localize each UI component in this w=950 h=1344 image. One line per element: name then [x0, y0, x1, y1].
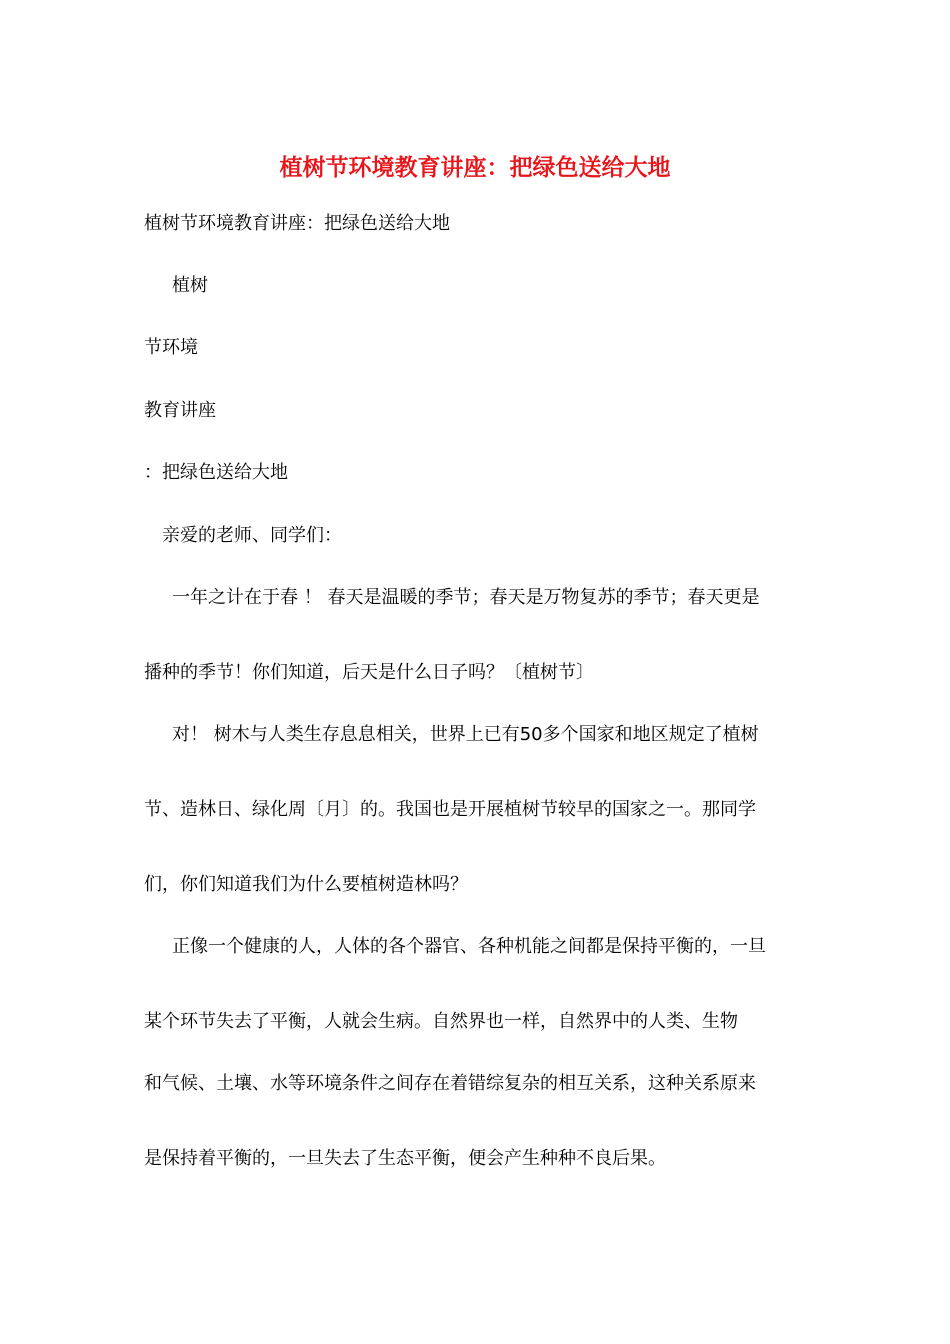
- paragraph-line: 节、造林日、绿化周〔月〕的。我国也是开展植树节较早的国家之一。那同学: [144, 799, 756, 820]
- paragraph-line: 播种的季节！你们知道，后天是什么日子吗？〔植树节〕: [144, 662, 594, 683]
- text-line: 节环境: [144, 337, 198, 358]
- paragraph-line: 一年之计在于春 ！ 春天是温暖的季节；春天是万物复苏的季节；春天更是: [172, 587, 760, 608]
- text-line: 植树: [172, 275, 208, 296]
- paragraph-line: 们，你们知道我们为什么要植树造林吗？: [144, 874, 468, 895]
- greeting-line: 亲爱的老师、同学们：: [162, 525, 342, 546]
- text-line: ：把绿色送给大地: [144, 462, 288, 483]
- paragraph-line: 对！ 树木与人类生存息息相关，世界上已有50多个国家和地区规定了植树: [172, 724, 759, 745]
- paragraph-line: 和气候、土壤、水等环境条件之间存在着错综复杂的相互关系，这种关系原来: [144, 1073, 756, 1094]
- paragraph-line: 某个环节失去了平衡，人就会生病。自然界也一样，自然界中的人类、生物: [144, 1011, 738, 1032]
- subtitle-line: 植树节环境教育讲座：把绿色送给大地: [144, 213, 450, 234]
- paragraph-line: 正像一个健康的人，人体的各个器官、各种机能之间都是保持平衡的，一旦: [172, 936, 766, 957]
- paragraph-line: 是保持着平衡的，一旦失去了生态平衡，便会产生种种不良后果。: [144, 1148, 666, 1169]
- text-line: 教育讲座: [144, 400, 216, 421]
- document-title: 植树节环境教育讲座：把绿色送给大地: [279, 154, 671, 181]
